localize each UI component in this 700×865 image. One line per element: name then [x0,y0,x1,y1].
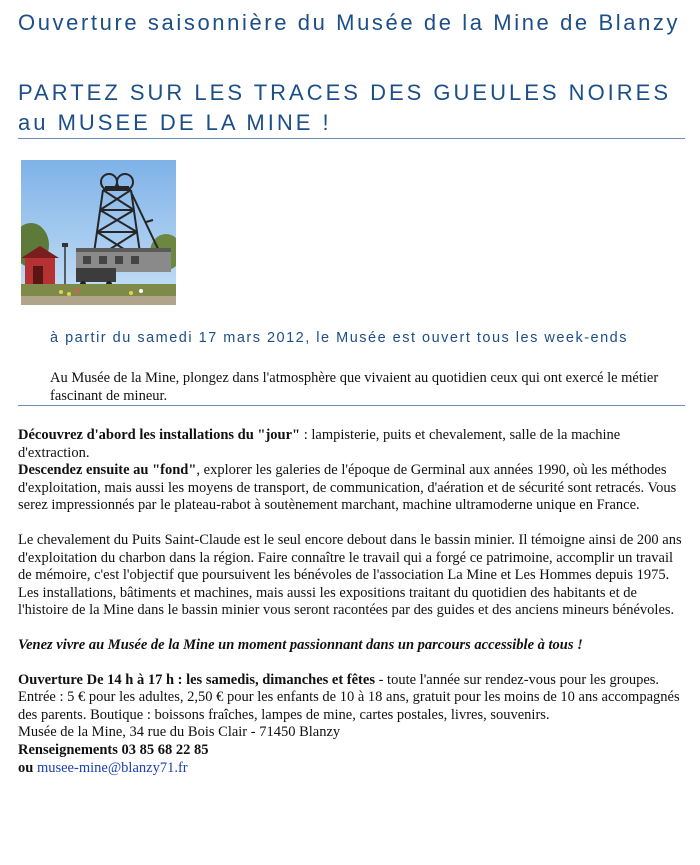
fond-heading: Descendez ensuite au "fond" [18,462,197,479]
intro-text: Au Musée de la Mine, plongez dans l'atmosphère que vivaient au quotidien ceux qui ont exercé le métier fascinant de mineur. [50,370,659,404]
email-link[interactable]: musee-mine@blanzy71.fr [36,759,188,776]
mine-headframe-photo [21,160,176,305]
paragraph-installations: Les installations, bâtiments et machines, mais aussi les expositions traitant du quotidien des habitants et de l'histoire de la Mine dans le bassin minier vous seront racontées par des guides et des anciens mineurs bénévoles. [18,584,675,619]
jour-heading: Découvrez d'abord les installations du "jour" [18,427,301,443]
hours-heading: Ouverture De 14 h à 17 h : les samedis, dimanches et fêtes [18,671,375,688]
divider [18,138,685,139]
fond-text: , explorer les galeries de l'époque de Germinal aux années 1990, où les méthodes d'exploitation, mais aussi les moyens de transport, de communication, d'aération et de sécurité sont retracés. Vous serez impressionnés par le plateau-rabot à soutènement marchant, machine ultramoderne unique en France. [18,462,677,514]
paragraph-fond [18,462,686,515]
page-title: Ouverture saisonnière du Musée de la Mine de Blanzy [18,10,681,35]
opening-date: à partir du samedi 17 mars 2012, le Musée est ouvert tous les week-ends [50,330,628,346]
paragraph-hours [18,672,686,690]
hours-text: - toute l'année sur rendez-vous pour les groupes. [374,671,660,688]
headline: PARTEZ SUR LES TRACES DES GUEULES NOIRES au MUSEE DE LA MINE ! [18,80,672,135]
phone-text: Renseignements 03 85 68 22 85 [18,741,209,758]
article-body [18,427,686,777]
paragraph-prices: Entrée : 5 € pour les adultes, 2,50 € pour les enfants de 10 à 18 ans, gratuit pour les moins de 10 ans accompagnés des parents. Boutique : boissons fraîches, lampes de mine, cartes postales, livres, souvenirs. [18,689,680,723]
address-text: Musée de la Mine, 34 rue du Bois Clair - 71450 Blanzy [18,724,341,741]
paragraph-jour [18,427,686,462]
invite-text: Venez vivre au Musée de la Mine un moment passionnant dans un parcours accessible à tous ! [18,636,583,653]
divider [18,405,685,406]
jour-text: : lampisterie, puits et chevalement, salle de la machine d'extraction. [18,427,621,461]
email-line: ou musee-mine@blanzy71.fr [18,759,188,776]
paragraph-chevalement: Le chevalement du Puits Saint-Claude est le seul encore debout dans le bassin minier. Il témoigne ainsi de 200 ans d'exploitation du charbon dans la région. Faire connaître le travail qui a forgé ce patrimoine, accomplir un travail de mémoire, c'est l'objectif que poursuivent les bénévoles de l'association La Mine et Les Hommes depuis 1975. [18,531,682,584]
